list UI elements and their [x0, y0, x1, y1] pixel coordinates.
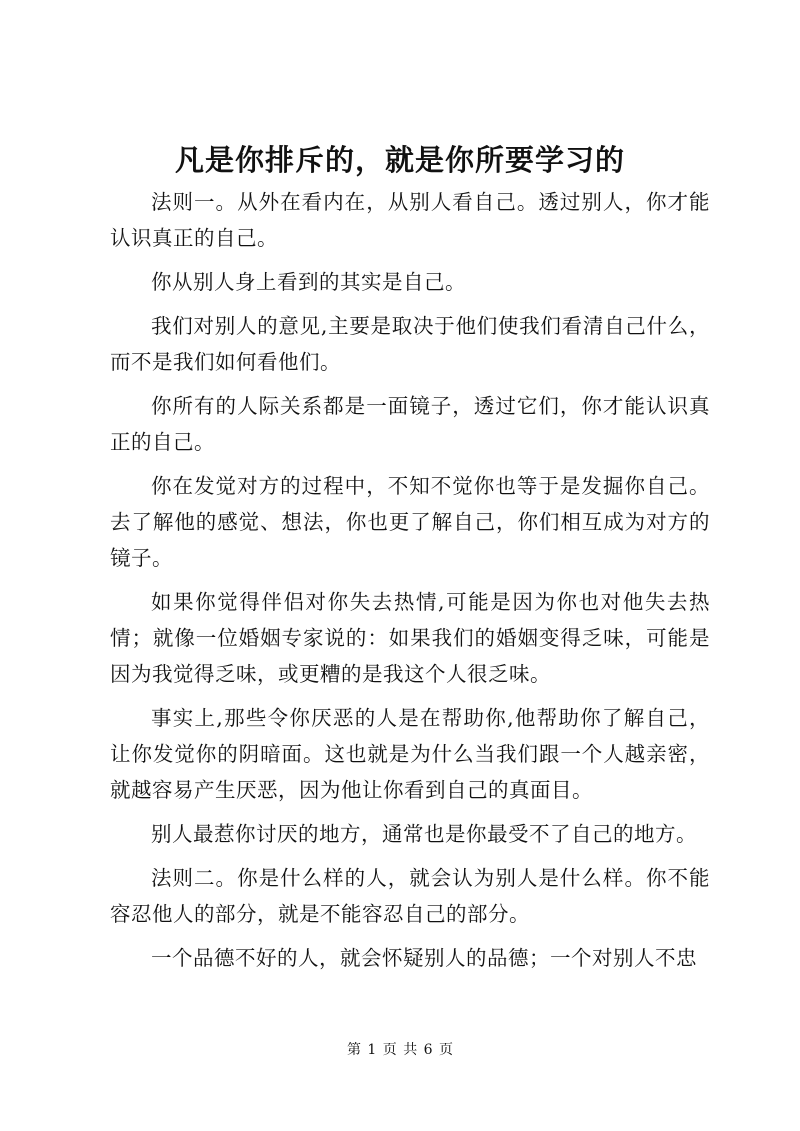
paragraph-8: 别人最惹你讨厌的地方，通常也是你最受不了自己的地方。 — [151, 822, 697, 846]
paragraph-2: 你从别人身上看到的其实是自己。 — [151, 270, 466, 294]
paragraph-6: 如果你觉得伴侣对你失去热情,可能是因为你也对他失去热情；就像一位婚姻专家说的：如果我们的婚姻变得乏味，可能是因为我觉得乏味，或更糟的是我这个人很乏味。 — [110, 590, 710, 686]
page-footer: 第 1 页 共 6 页 — [346, 1042, 454, 1058]
document-title: 凡是你排斥的，就是你所要学习的 — [174, 143, 625, 177]
paragraph-7: 事实上,那些令你厌恶的人是在帮助你,他帮助你了解自己，让你发觉你的阴暗面。这也就是为什么当我们跟一个人越亲密，就越容易产生厌恶，因为他让你看到自己的真面目。 — [110, 706, 710, 802]
paragraph-5: 你在发觉对方的过程中，不知不觉你也等于是发掘你自己。去了解他的感觉、想法，你也更了解自己，你们相互成为对方的镜子。 — [110, 474, 710, 570]
paragraph-9: 法则二。你是什么样的人，就会认为别人是什么样。你不能容忍他人的部分，就是不能容忍自己的部分。 — [110, 866, 710, 926]
paragraph-1: 法则一。从外在看内在，从别人看自己。透过别人，你才能认识真正的自己。 — [110, 190, 710, 250]
paragraph-4: 你所有的人际关系都是一面镜子，透过它们，你才能认识真正的自己。 — [110, 394, 710, 454]
paragraph-3: 我们对别人的意见,主要是取决于他们使我们看清自己什么，而不是我们如何看他们。 — [110, 314, 710, 374]
document-body — [110, 184, 710, 984]
paragraph-10: 一个品德不好的人，就会怀疑别人的品德；一个对别人不忠 — [151, 946, 697, 970]
